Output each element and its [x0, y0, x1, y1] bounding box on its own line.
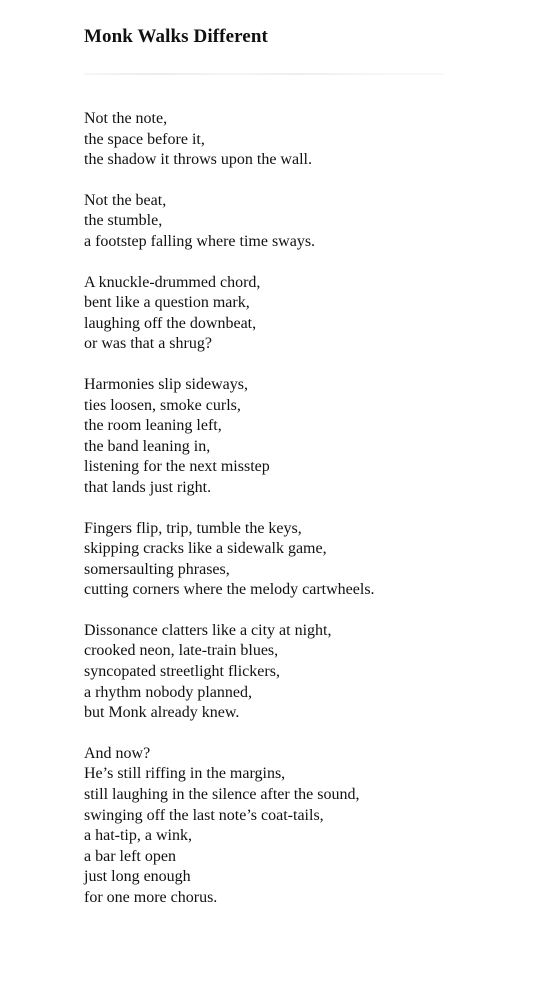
poem-line: cutting corners where the melody cartwheels. [84, 581, 375, 599]
poem-line: listening for the next misstep [84, 458, 270, 476]
poem-line: Not the beat, [84, 191, 167, 209]
poem-line: a footstep falling where time sways. [84, 232, 316, 250]
poem-line: laughing off the downbeat, [84, 314, 257, 332]
poem-line: for one more chorus. [84, 889, 218, 906]
poem-stanza-4 [84, 375, 544, 499]
poem-stanza-5 [84, 519, 544, 601]
poem-line: that lands just right. [84, 478, 212, 496]
poem-line: Fingers flip, trip, tumble the keys, [84, 519, 302, 537]
poem-stanza-7 [84, 744, 544, 909]
poem-stanza-3 [84, 273, 544, 355]
poem-line: the stumble, [84, 212, 163, 230]
poem-line: the room leaning left, [84, 417, 222, 435]
poem-line: Dissonance clatters like a city at night, [84, 621, 332, 639]
poem-line: crooked neon, late-train blues, [84, 642, 279, 660]
poem-line: ties loosen, smoke curls, [84, 396, 241, 414]
poem-line: swinging off the last note’s coat-tails, [84, 806, 324, 824]
poem-stanza-1 [84, 109, 544, 171]
poem-line: He’s still riffing in the margins, [84, 765, 286, 783]
poem-line: but Monk already knew. [84, 704, 240, 722]
poem-line: syncopated streetlight flickers, [84, 663, 280, 681]
poem-body [84, 109, 544, 929]
faint-divider [84, 73, 444, 75]
poem-line: the shadow it throws upon the wall. [84, 151, 312, 169]
poem-line: a rhythm nobody planned, [84, 683, 252, 701]
poem-line: bent like a question mark, [84, 294, 250, 312]
poem-stanza-2 [84, 191, 544, 253]
poem-stanza-6 [84, 621, 544, 724]
poem-line: somersaulting phrases, [84, 560, 230, 578]
poem-line: skipping cracks like a sidewalk game, [84, 540, 327, 558]
poem-line: still laughing in the silence after the sound, [84, 786, 360, 804]
poem-line: Harmonies slip sideways, [84, 375, 248, 393]
poem-line: a hat-tip, a wink, [84, 827, 192, 845]
poem-line: the band leaning in, [84, 437, 211, 455]
poem-line: just long enough [84, 868, 191, 886]
poem-title: Monk Walks Different [84, 26, 268, 47]
poem-line: Not the note, [84, 110, 168, 127]
poem-line: And now? [84, 744, 151, 762]
poem-line: a bar left open [84, 847, 176, 865]
poem-line: the space before it, [84, 130, 205, 148]
poem-line: A knuckle-drummed chord, [84, 273, 261, 291]
poem-line: or was that a shrug? [84, 335, 212, 353]
